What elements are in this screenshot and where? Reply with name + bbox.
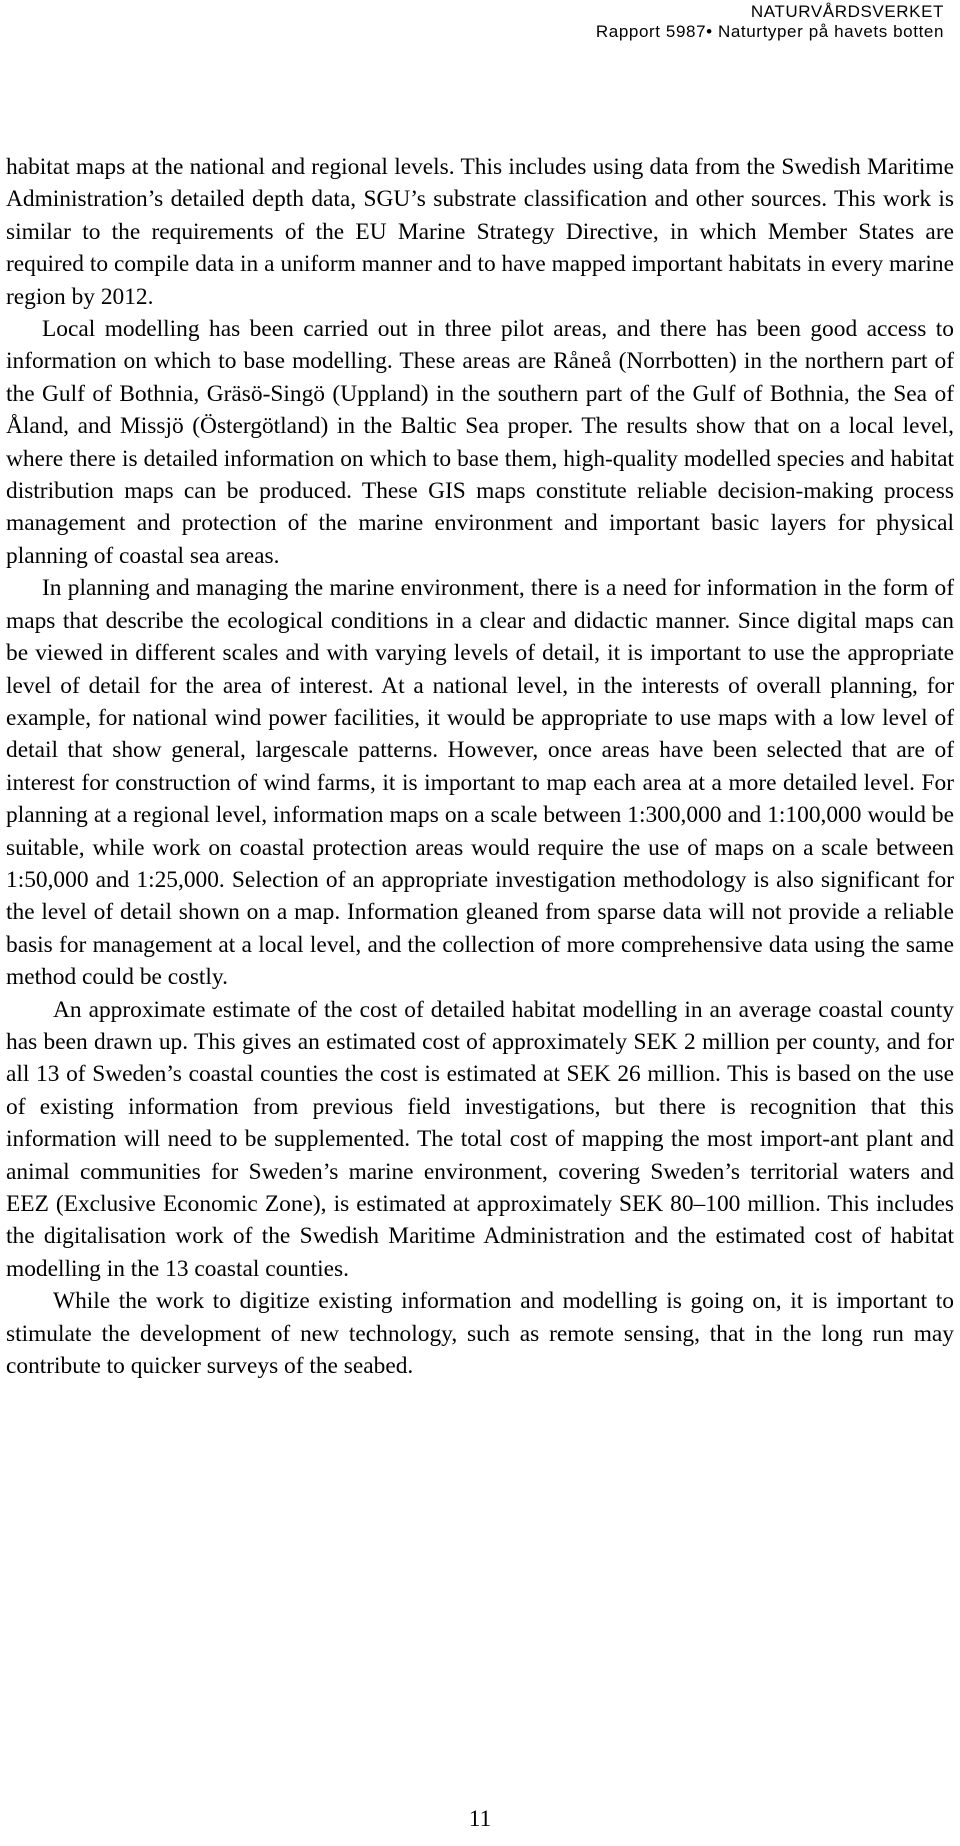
paragraph-cost-estimate: An approximate estimate of the cost of detailed habitat modelling in an average coastal county has been drawn up. This gives an estimated cost of approximately SEK 2 million per county, and for all 13 of Sweden’s coastal counties the cost is estimated at SEK 26 million. This is based on the use of existing information from previous field investigations, but there is recognition that this information will need to be supplemented. The total cost of mapping the most import-ant plant and animal communities for Sweden’s marine environment, covering Sweden’s territorial waters and EEZ (Exclusive Economic Zone), is estimated at approximately SEK 80–100 million. This includes the digitalisation work of the Swedish Maritime Administration and the estimated cost of habitat modelling in the 13 coastal counties.: [6, 996, 954, 1282]
paragraph-habitat-maps: habitat maps at the national and regional levels. This includes using data from the Swedish Maritime Administration’s detailed depth data, SGU’s substrate classification and other sources. This work is similar to the requirements of the EU Marine Strategy Directive, in which Member States are required to compile data in a uniform manner and to have mapped important habitats in every marine region by 2012.: [6, 154, 954, 310]
header-organization: NATURVÅRDSVERKET: [750, 2, 944, 21]
paragraph-local-modelling: Local modelling has been carried out in three pilot areas, and there has been good access to information on which to base modelling. These areas are Råneå (Norrbotten) in the northern part of the Gulf of Bothnia, Gräsö-Singö (Uppland) in the southern part of the Gulf of Bothnia, the Sea of Åland, and Missjö (Östergötland) in the Baltic Sea proper. The results show that on a local level, where there is detailed information on which to base them, high-quality modelled species and habitat distribution maps can be produced. These GIS maps constitute reliable decision-making process management and protection of the marine environment and important basic layers for physical planning of coastal sea areas.: [6, 316, 954, 569]
paragraph-new-technology: While the work to digitize existing information and modelling is going on, it is important to stimulate the development of new technology, such as remote sensing, that in the long run may contribute to quicker surveys of the seabed.: [6, 1288, 954, 1380]
page-number: 11: [468, 1806, 492, 1831]
paragraph-planning-managing: In planning and managing the marine environment, there is a need for information in the form of maps that describe the ecological conditions in a clear and didactic manner. Since digital maps can be viewed in different scales and with varying levels of detail, it is important to use the appropriate level of detail for the area of interest. At a national level, in the interests of overall planning, for example, for national wind power facilities, it would be appropriate to use maps with a low level of detail that show general, largescale patterns. However, once areas have been selected that are of interest for construction of wind farms, it is important to map each area at a more detailed level. For planning at a regional level, information maps on a scale between 1:300,000 and 1:100,000 would be suitable, while work on coastal protection areas would require the use of maps on a scale between 1:50,000 and 1:25,000. Selection of an appropriate investigation methodology is also significant for the level of detail shown on a map. Information gleaned from sparse data will not provide a reliable basis for management at a local level, and the collection of more comprehensive data using the same method could be costly.: [6, 575, 954, 991]
running-header: [344, 2, 944, 42]
body-text: [6, 151, 954, 1382]
header-report-title: Rapport 5987• Naturtyper på havets botten: [595, 22, 944, 41]
